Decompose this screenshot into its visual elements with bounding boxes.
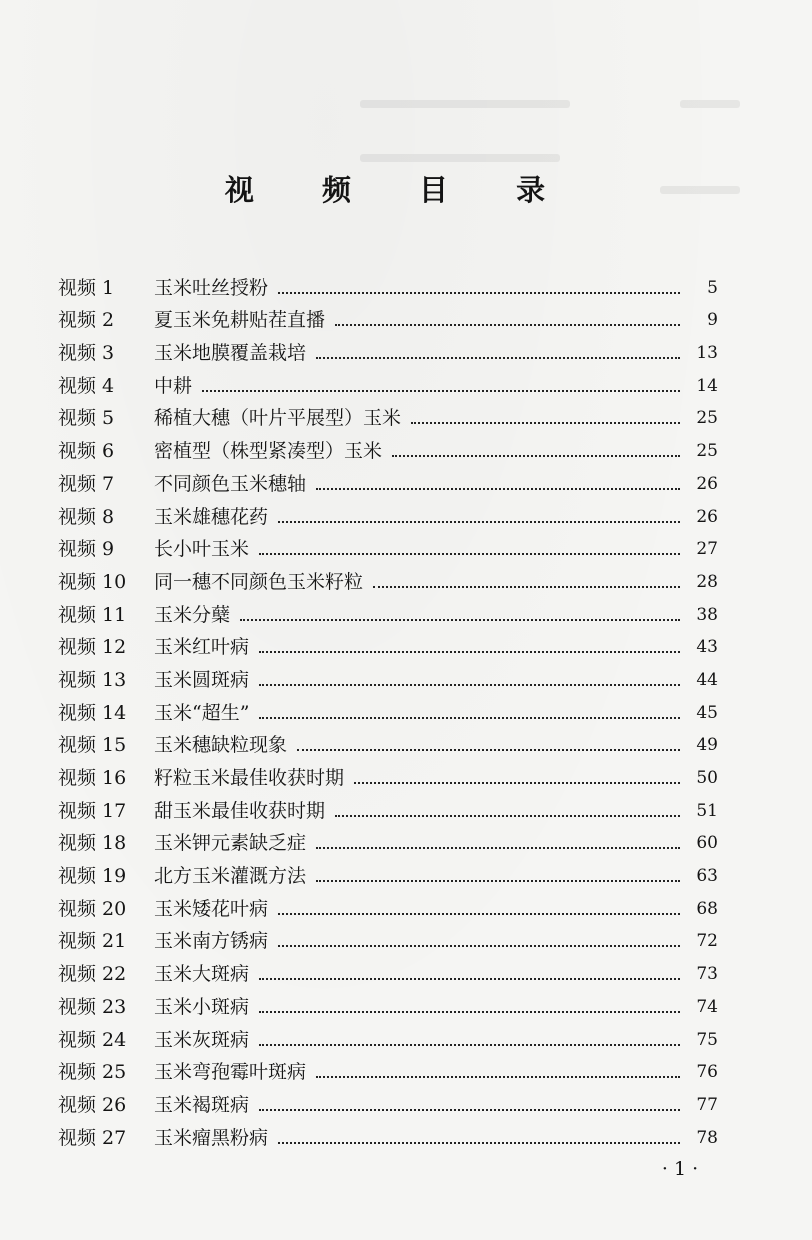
page-number: 14 (696, 375, 718, 396)
video-label: 视频 14 (58, 701, 127, 724)
toc-entry[interactable] (58, 1051, 718, 1084)
video-label: 视频 27 (58, 1126, 127, 1149)
video-label: 视频 11 (58, 603, 127, 626)
toc-entry[interactable] (58, 920, 718, 953)
video-title: 玉米大斑病 (154, 963, 250, 986)
dot-leader (335, 309, 680, 331)
page-number: 26 (696, 506, 718, 527)
page-number: 26 (696, 473, 718, 494)
video-label: 视频 25 (58, 1061, 127, 1084)
video-title: 玉米“超生” (154, 701, 250, 724)
dot-leader (278, 898, 680, 920)
video-title: 玉米矮花叶病 (154, 897, 269, 920)
toc-entry[interactable] (58, 299, 718, 332)
toc-entry[interactable] (58, 756, 718, 789)
video-title: 稀植大穗（叶片平展型）玉米 (154, 407, 402, 430)
video-title: 玉米弯孢霉叶斑病 (154, 1061, 307, 1084)
video-title: 玉米小斑病 (154, 995, 250, 1018)
toc-entry[interactable] (58, 724, 718, 757)
page-number: 9 (707, 310, 718, 331)
video-label: 视频 21 (58, 930, 127, 953)
page-number: 72 (696, 931, 718, 952)
dot-leader (259, 636, 680, 658)
dot-leader (316, 865, 680, 887)
video-label: 视频 26 (58, 1093, 127, 1116)
video-title: 密植型（株型紧凑型）玉米 (154, 440, 383, 463)
video-title: 不同颜色玉米穗轴 (154, 472, 307, 495)
video-title: 北方玉米灌溉方法 (154, 865, 307, 888)
video-label: 视频 17 (58, 799, 127, 822)
page-number: 63 (696, 866, 718, 887)
video-title: 同一穗不同颜色玉米籽粒 (154, 570, 364, 593)
page-title: 视 频 目 录 (224, 173, 575, 207)
page-number: 73 (696, 964, 718, 985)
video-label: 视频 4 (58, 374, 115, 397)
video-title: 玉米瘤黑粉病 (154, 1126, 269, 1149)
bleed-through-mark (680, 100, 740, 108)
video-title: 甜玉米最佳收获时期 (154, 799, 326, 822)
video-label: 视频 2 (58, 309, 115, 332)
video-title: 玉米南方锈病 (154, 930, 269, 953)
video-title: 玉米吐丝授粉 (154, 276, 269, 299)
toc-entry[interactable] (58, 854, 718, 887)
dot-leader (278, 930, 680, 952)
video-label: 视频 16 (58, 767, 127, 789)
dot-leader (335, 800, 680, 822)
toc-entry[interactable] (58, 397, 718, 430)
video-label: 视频 20 (58, 897, 127, 920)
page-number: 77 (696, 1094, 718, 1115)
video-label: 视频 5 (58, 407, 115, 430)
page-number: 50 (696, 768, 718, 788)
toc-entry[interactable] (58, 364, 718, 397)
dot-leader (259, 538, 680, 560)
toc-entry[interactable] (58, 331, 718, 364)
page-number: 68 (696, 898, 718, 919)
toc-entry[interactable] (58, 1116, 718, 1149)
dot-leader (240, 604, 680, 626)
bleed-through-mark (360, 154, 560, 162)
video-label: 视频 15 (58, 734, 127, 757)
dot-leader (316, 473, 680, 495)
video-label: 视频 8 (58, 505, 115, 528)
video-label: 视频 19 (58, 865, 127, 888)
page-number: 38 (696, 604, 718, 625)
page-number: 49 (696, 735, 718, 756)
toc-entry[interactable] (58, 691, 718, 724)
toc-entry[interactable] (58, 658, 718, 691)
toc-entry[interactable] (58, 789, 718, 822)
video-label: 视频 13 (58, 668, 127, 691)
page-number: 5 (707, 277, 718, 298)
toc-entry[interactable] (58, 495, 718, 528)
page-number: 27 (696, 539, 718, 560)
page-number: 74 (696, 996, 718, 1017)
dot-leader (278, 506, 680, 528)
video-title: 玉米褐斑病 (154, 1093, 250, 1116)
toc-entry[interactable] (58, 952, 718, 985)
page-number: 75 (696, 1029, 718, 1050)
video-title: 玉米圆斑病 (154, 668, 250, 691)
video-title: 玉米红叶病 (154, 636, 250, 659)
table-of-contents (58, 266, 718, 1149)
dot-leader (411, 407, 680, 429)
page-number: 78 (696, 1127, 718, 1148)
dot-leader (392, 440, 680, 462)
video-title: 夏玉米免耕贴茬直播 (154, 309, 326, 332)
page-number: 45 (696, 702, 718, 723)
dot-leader (259, 1094, 680, 1116)
toc-entry[interactable] (58, 429, 718, 462)
video-title: 玉米钾元素缺乏症 (154, 832, 307, 855)
video-label: 视频 12 (58, 636, 127, 659)
video-label: 视频 9 (58, 538, 115, 561)
video-title: 长小叶玉米 (154, 538, 250, 561)
video-title: 玉米地膜覆盖栽培 (154, 342, 307, 365)
video-label: 视频 3 (58, 342, 115, 365)
video-title: 玉米雄穗花药 (154, 505, 269, 528)
dot-leader (259, 669, 680, 691)
video-label: 视频 1 (58, 276, 115, 299)
dot-leader (316, 342, 680, 364)
video-label: 视频 10 (58, 570, 127, 593)
page-number: 60 (696, 833, 718, 854)
dot-leader (259, 1029, 680, 1051)
dot-leader (373, 571, 680, 593)
video-title: 中耕 (154, 374, 193, 397)
dot-leader (259, 702, 680, 724)
dot-leader (316, 1061, 680, 1083)
toc-entry[interactable] (58, 822, 718, 855)
video-title: 玉米灰斑病 (154, 1028, 250, 1051)
page-number: 43 (696, 637, 718, 658)
toc-entry[interactable] (58, 462, 718, 495)
video-label: 视频 23 (58, 995, 127, 1018)
page-number: 76 (696, 1062, 718, 1083)
video-title: 玉米穗缺粒现象 (154, 734, 288, 757)
video-label: 视频 18 (58, 832, 127, 855)
toc-entry[interactable] (58, 985, 718, 1018)
bleed-through-mark (360, 100, 570, 108)
page-number: 28 (696, 571, 718, 592)
video-label: 视频 22 (58, 963, 127, 986)
toc-entry[interactable] (58, 626, 718, 659)
video-label: 视频 24 (58, 1028, 127, 1051)
page-number: 51 (696, 800, 718, 821)
page-number: 13 (696, 343, 718, 364)
video-title: 籽粒玉米最佳收获时期 (154, 767, 345, 789)
dot-leader (354, 767, 680, 789)
toc-entry[interactable] (58, 266, 718, 299)
video-label: 视频 6 (58, 440, 115, 463)
page-number-folio: · 1 · (661, 1158, 699, 1180)
dot-leader (278, 277, 680, 299)
dot-leader (297, 734, 680, 756)
video-label: 视频 7 (58, 472, 115, 495)
page-number: 25 (696, 441, 718, 462)
page-number: 44 (696, 669, 718, 690)
dot-leader (316, 832, 680, 854)
toc-entry[interactable] (58, 560, 718, 593)
dot-leader (259, 996, 680, 1018)
video-title: 玉米分蘖 (154, 603, 231, 626)
dot-leader (278, 1127, 680, 1149)
dot-leader (202, 375, 680, 397)
page-number: 25 (696, 408, 718, 429)
toc-entry[interactable] (58, 528, 718, 561)
toc-entry[interactable] (58, 593, 718, 626)
toc-entry[interactable] (58, 1018, 718, 1051)
toc-entry[interactable] (58, 1083, 718, 1116)
dot-leader (259, 963, 680, 985)
toc-entry[interactable] (58, 887, 718, 920)
